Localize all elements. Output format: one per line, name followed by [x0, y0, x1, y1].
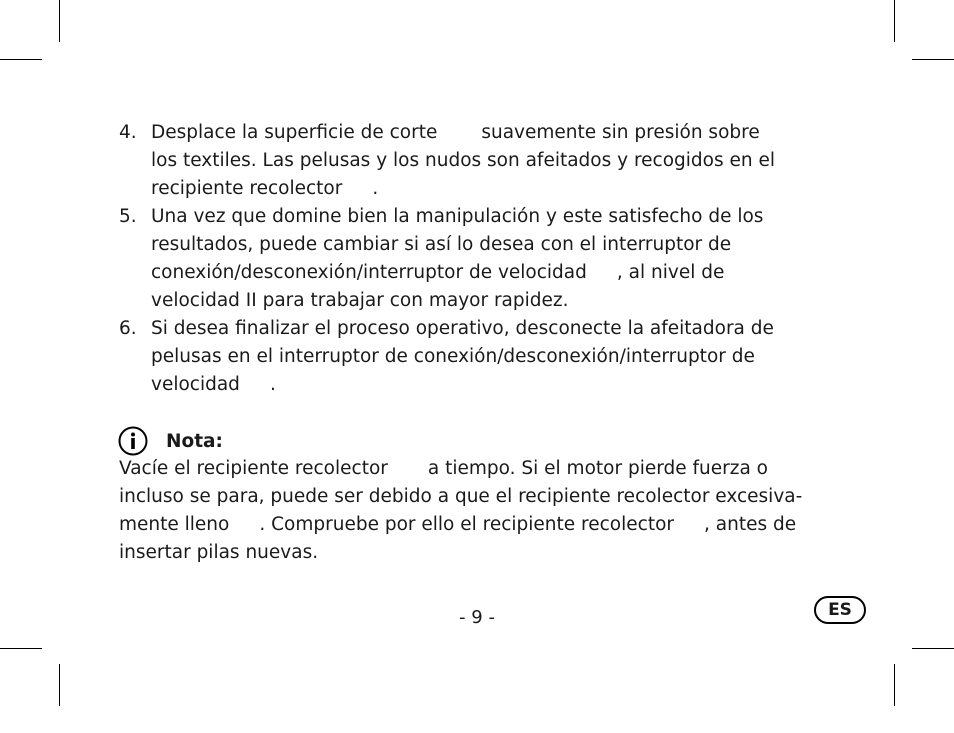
step-line: Una vez que domine bien la manipulación y este satisfecho de los — [151, 206, 764, 227]
step-line: los textiles. Las pelusas y los nudos son afeitados y recogidos en el — [151, 150, 776, 171]
note-body — [119, 455, 839, 567]
info-icon — [118, 426, 148, 456]
text-fragment: , al nivel de — [616, 262, 725, 283]
crop-mark — [59, 664, 60, 706]
text-fragment: . Compruebe por ello el recipiente recolector — [259, 514, 674, 535]
crop-mark — [0, 59, 42, 60]
step-number: 4. — [119, 122, 137, 143]
step-line: resultados, puede cambiar si así lo desea con el interruptor de — [151, 234, 732, 255]
step-line: pelusas en el interruptor de conexión/desconexión/interruptor de — [151, 346, 755, 367]
note-line — [119, 455, 839, 483]
note-line — [119, 511, 839, 539]
step-line — [151, 371, 839, 399]
step-line — [151, 175, 839, 203]
text-fragment: Vacíe el recipiente recolector — [119, 458, 388, 479]
step-line — [151, 119, 839, 147]
text-fragment: conexión/desconexión/interruptor de velocidad — [151, 262, 587, 283]
step-number: 5. — [119, 206, 137, 227]
note-title: Nota: — [166, 430, 223, 452]
crop-mark — [894, 0, 895, 42]
note-heading — [118, 426, 223, 456]
step-list — [119, 119, 839, 399]
text-fragment: . — [269, 374, 276, 395]
page-number: - 9 - — [459, 607, 495, 628]
crop-mark — [912, 648, 954, 649]
text-fragment: mente lleno — [119, 514, 230, 535]
text-fragment: suavemente sin presión sobre — [481, 122, 760, 143]
step-line — [151, 259, 839, 287]
step-item — [119, 119, 839, 203]
note-line: incluso se para, puede ser debido a que el recipiente recolector excesiva- — [119, 486, 803, 507]
crop-mark — [912, 59, 954, 60]
step-item — [119, 315, 839, 399]
step-number: 6. — [119, 318, 137, 339]
language-badge: ES — [814, 596, 866, 624]
step-line: Si desea finalizar el proceso operativo, desconecte la afeitadora de — [151, 318, 774, 339]
crop-mark — [894, 664, 895, 706]
text-fragment: recipiente recolector — [151, 178, 343, 199]
step-line: velocidad II para trabajar con mayor rapidez. — [151, 290, 569, 311]
text-fragment: , antes de — [704, 514, 797, 535]
text-fragment: . — [372, 178, 379, 199]
step-item — [119, 203, 839, 315]
text-fragment: Desplace la superficie de corte — [151, 122, 438, 143]
text-fragment: velocidad — [151, 374, 240, 395]
crop-mark — [0, 648, 42, 649]
note-line: insertar pilas nuevas. — [119, 542, 319, 563]
text-fragment: a tiempo. Si el motor pierde fuerza o — [427, 458, 768, 479]
crop-mark — [59, 0, 60, 42]
